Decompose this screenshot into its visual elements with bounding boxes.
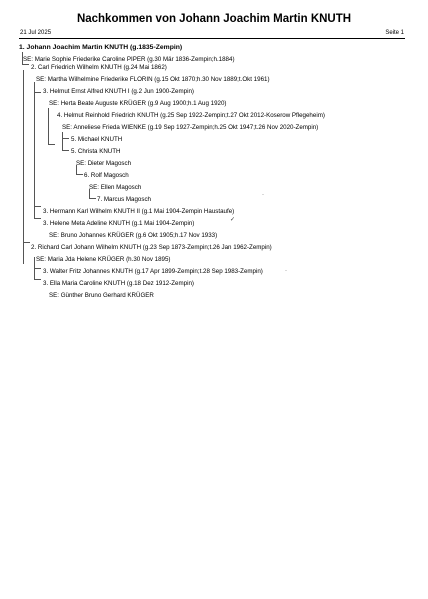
descendant-entry: 3. Ella Maria Caroline KNUTH (g.18 Dez 1912-Zempin) [43, 280, 194, 287]
spouse-entry: SE: Günther Bruno Gerhard KRÜGER [49, 292, 154, 299]
descendant-entry: 3. Walter Fritz Johannes KNUTH (g.17 Apr 1899-Zempin;t.28 Sep 1983-Zempin) [43, 268, 263, 275]
scan-speck: · [285, 268, 287, 274]
spouse-entry: SE: Ellen Magosch [89, 184, 142, 191]
descendant-entry: 2. Richard Carl Johann Wilhelm KNUTH (g.23 Sep 1873-Zempin;t.26 Jan 1962-Zempin) [31, 244, 272, 251]
spouse-entry: SE: Anneliese Frieda WIENKE (g.19 Sep 1927-Zempin;h.25 Okt 1947;t.26 Nov 2020-Zempin) [62, 124, 319, 131]
spouse-entry: SE: Bruno Johannes KRÜGER (g.6 Okt 1905;h.17 Nov 1933) [49, 232, 218, 239]
scan-speck: · [262, 192, 264, 198]
tree-connector [48, 108, 55, 145]
descendant-entry: 7. Marcus Magosch [97, 196, 151, 203]
tree-connector [34, 201, 41, 207]
descendant-entry: 3. Helmut Ernst Alfred KNUTH I (g.2 Jun 1900-Zempin) [43, 88, 194, 95]
tree-connector [34, 213, 41, 219]
tree-connector [34, 268, 41, 280]
report-title: Nachkommen von Johann Joachim Martin KNUTH [76, 13, 352, 25]
descendant-entry: 2. Carl Friedrich Wilhelm KNUTH (g.24 Mai 1862) [31, 64, 167, 71]
spouse-entry: SE: Herta Beate Auguste KRÜGER (g.9 Aug 1900;h.1 Aug 1920) [49, 100, 227, 107]
spouse-entry: SE: Martha Wilhelmine Friederike FLORIN (g.15 Okt 1870;h.30 Nov 1889;t.Okt 1961) [36, 76, 270, 83]
spouse-entry: SE: Dieter Magosch [76, 160, 132, 167]
page-number: Seite 1 [385, 30, 404, 36]
spouse-entry: SE: Maria Jda Helene KRÜGER (h.30 Nov 1895) [36, 256, 171, 263]
spouse-entry: SE: Marie Sophie Friederike Caroline PIPER (g.30 Mär 1836-Zempin;h.1884) [23, 56, 235, 63]
tree-connector [23, 70, 30, 264]
tree-connector [23, 237, 30, 243]
descendant-entry: 3. Helene Meta Adeline KNUTH (g.1 Mai 1904-Zempin) [43, 220, 195, 227]
descendant-entry: 6. Rolf Magosch [84, 172, 129, 179]
tree-connector [34, 92, 41, 218]
descendant-entry: 1. Johann Joachim Martin KNUTH (g.1835-Zempin) [19, 44, 183, 51]
tree-connector [62, 138, 69, 151]
report-date: 21 Jul 2025 [20, 30, 52, 36]
descendant-entry: 3. Hermann Karl Wilhelm KNUTH II (g.1 Mai 1904-Zempin Haustaufe) [43, 208, 235, 215]
descendant-entry: 5. Michael KNUTH [71, 136, 123, 143]
descendant-entry: 4. Helmut Reinhold Friedrich KNUTH (g.25 Sep 1922-Zempin;t.27 Okt 2012-Koserow Pflegeheim) [57, 112, 325, 119]
scan-speck: ✓ [230, 217, 236, 223]
header-rule [19, 38, 405, 39]
descendant-entry: 5. Christa KNUTH [71, 148, 121, 155]
